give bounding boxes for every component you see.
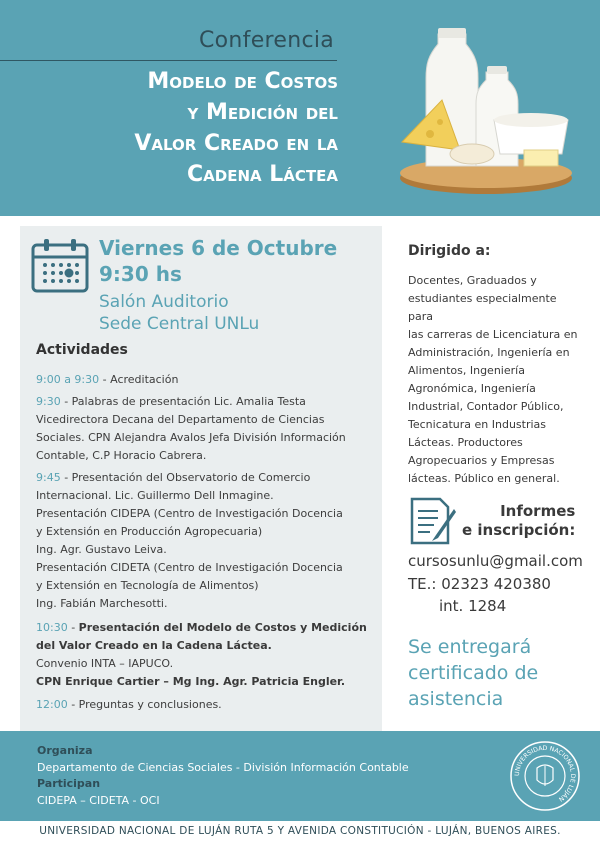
- contact-heading: [462, 502, 575, 540]
- participan-text: CIDEPA – CIDETA - OCI: [37, 794, 160, 807]
- audience-line: Lácteas. Productores: [408, 436, 523, 449]
- participan-label: Participan: [37, 777, 101, 790]
- contact-heading-line: e inscripción:: [462, 521, 576, 539]
- activity-time: 10:30: [36, 621, 68, 634]
- activity-text: y Extensión en Tecnología de Alimentos): [36, 579, 259, 592]
- activity-time: 9:30: [36, 395, 61, 408]
- event-venue: Salón Auditorio: [99, 292, 229, 312]
- activity-text: Presentación del Modelo de Costos y Medición: [78, 621, 367, 634]
- activity-time: 9:00 a 9:30: [36, 373, 100, 386]
- audience-line: Agropecuarios y Empresas: [408, 454, 555, 467]
- activity-text: Vicedirectora Decana del Departamento de Ciencias: [36, 413, 325, 426]
- organiza-text: Departamento de Ciencias Sociales - División Información Contable: [37, 761, 409, 774]
- dairy-products-photo: [394, 22, 574, 198]
- audience-text: [408, 272, 584, 488]
- audience-line: Docentes, Graduados y: [408, 274, 537, 287]
- header-divider: [0, 60, 337, 61]
- activity-text: del Valor Creado en la Cadena Láctea.: [36, 639, 272, 652]
- certificate-line: certificado de: [408, 662, 539, 684]
- university-seal-icon: [509, 740, 581, 812]
- audience-line: las carreras de Licenciatura en: [408, 328, 578, 341]
- activity-text: y Extensión en Producción Agropecuaria): [36, 525, 263, 538]
- activity-text: Contable, C.P Horacio Cabrera.: [36, 449, 207, 462]
- activity-text: Presentación del Observatorio de Comercio: [71, 471, 311, 484]
- activity-time: 12:00: [36, 698, 68, 711]
- activity-text: Presentación CIDETA (Centro de Investigación Docencia: [36, 561, 343, 574]
- organiza-label: Organiza: [37, 744, 93, 757]
- activities-heading: Actividades: [36, 342, 128, 358]
- calendar-icon: [31, 237, 89, 295]
- title-line: Modelo de Costos: [147, 69, 338, 94]
- contact-email[interactable]: cursosunlu@gmail.com: [408, 552, 583, 570]
- audience-heading: Dirigido a:: [408, 243, 491, 259]
- certificate-line: asistencia: [408, 688, 504, 710]
- certificate-line: Se entregará: [408, 636, 532, 658]
- contact-extension: int. 1284: [439, 597, 507, 615]
- contact-phone[interactable]: TE.: 02323 420380: [408, 575, 551, 593]
- activity-time: 9:45: [36, 471, 61, 484]
- event-date: Viernes 6 de Octubre: [99, 236, 338, 260]
- conference-label: Conferencia: [199, 28, 335, 53]
- activity-item: 12:00 - Preguntas y conclusiones.: [36, 698, 222, 711]
- activity-text: Sociales. CPN Alejandra Avalos Jefa División Información: [36, 431, 346, 444]
- activity-item: 9:45 - Presentación del Observatorio de Comercio Internacional. Lic. Guillermo Dell Inmagine. Presentación CIDEPA (Centro de Investigación Docencia y Extensión en Producción Agropecuaria) Ing. Agr. Gustavo Leiva. Presentación CIDETA (Centro de Investigación Docencia y Extensión en Tecnología de Alimentos) Ing. Fabián Marchesotti.: [36, 469, 376, 613]
- event-time: 9:30 hs: [99, 262, 182, 286]
- activity-text: Ing. Agr. Gustavo Leiva.: [36, 543, 167, 556]
- activity-text: Preguntas y conclusiones.: [78, 698, 222, 711]
- activity-text: Internacional. Lic. Guillermo Dell Inmagine.: [36, 489, 274, 502]
- activity-item: 9:30 - Palabras de presentación Lic. Amalia Testa Vicedirectora Decana del Departamento de Ciencias Sociales. CPN Alejandra Avalos Jefa División Información Contable, C.P Horacio Cabrera.: [36, 393, 376, 465]
- certificate-note: [408, 634, 598, 712]
- activity-item: 9:00 a 9:30 - Acreditación: [36, 373, 179, 386]
- contact-heading-line: Informes: [500, 502, 576, 520]
- audience-line: estudiantes especialmente para: [408, 292, 557, 323]
- event-venue-location: Sede Central UNLu: [99, 314, 260, 334]
- activity-text: Convenio INTA – IAPUCO.: [36, 657, 174, 670]
- audience-line: Administración, Ingeniería en: [408, 346, 570, 359]
- audience-line: Tecnicatura en Industrias: [408, 418, 547, 431]
- audience-line: lácteas. Público en general.: [408, 472, 560, 485]
- title-line: y Medición del: [187, 100, 338, 125]
- activity-item: 10:30 - Presentación del Modelo de Costos y Medición del Valor Creado en la Cadena Láctea. Convenio INTA – IAPUCO. CPN Enrique Cartier – Mg Ing. Agr. Patricia Engler.: [36, 619, 376, 691]
- activity-text: Acreditación: [110, 373, 179, 386]
- audience-line: Alimentos, Ingeniería: [408, 364, 525, 377]
- activity-text: Presentación CIDEPA (Centro de Investigación Docencia: [36, 507, 343, 520]
- svg-text:UNIVERSIDAD NACIONAL DE LUJÁN: UNIVERSIDAD NACIONAL DE LUJÁN: [513, 744, 577, 803]
- title-line: Valor Creado en la: [134, 131, 338, 156]
- activity-text: Ing. Fabián Marchesotti.: [36, 597, 168, 610]
- university-address: UNIVERSIDAD NACIONAL DE LUJÁN RUTA 5 Y AVENIDA CONSTITUCIÓN - LUJÁN, BUENOS AIRES.: [39, 825, 561, 837]
- activity-text: Palabras de presentación Lic. Amalia Testa: [71, 395, 306, 408]
- audience-line: Agronómica, Ingeniería: [408, 382, 536, 395]
- document-pen-icon: [408, 495, 458, 547]
- audience-line: Industrial, Contador Público,: [408, 400, 564, 413]
- activity-speakers: CPN Enrique Cartier – Mg Ing. Agr. Patricia Engler.: [36, 675, 346, 688]
- title-line: Cadena Láctea: [187, 162, 338, 187]
- event-title: [38, 66, 338, 190]
